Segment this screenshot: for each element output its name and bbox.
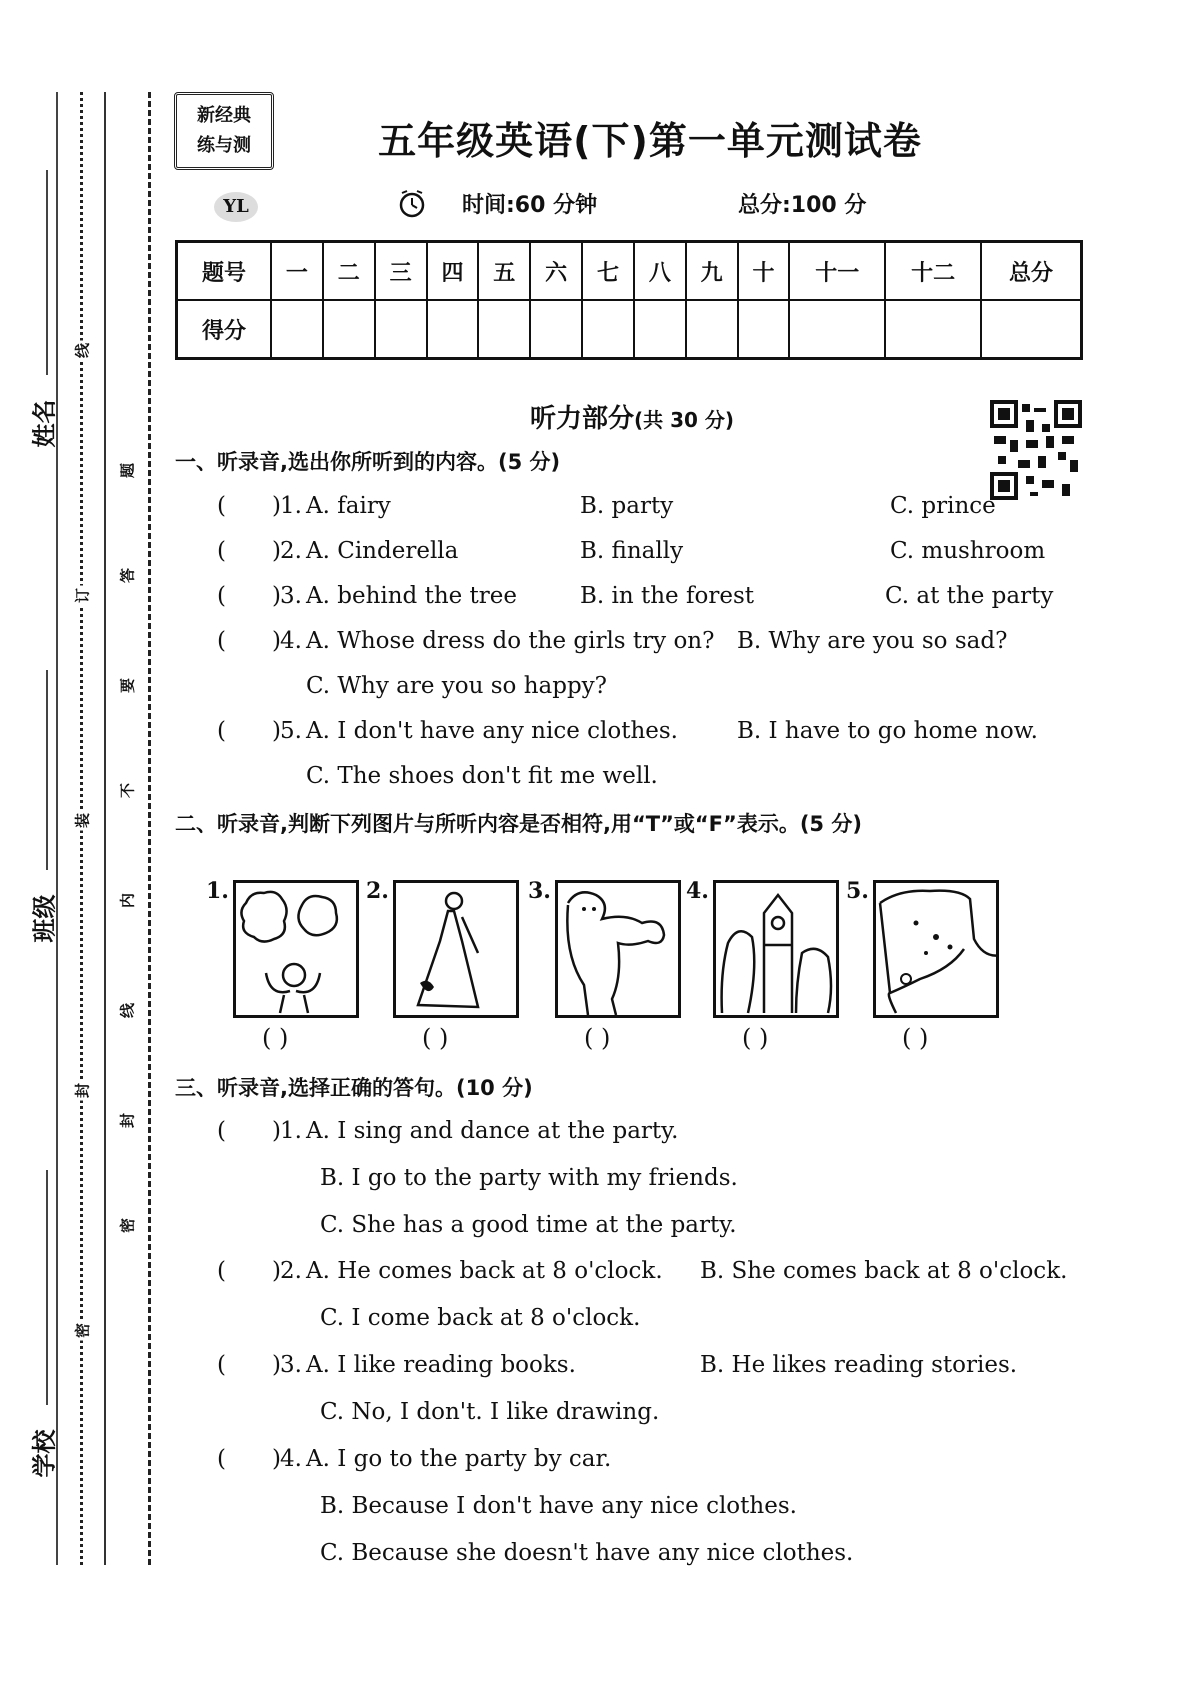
binding-char: 装 bbox=[72, 811, 93, 831]
score-table-score-row bbox=[177, 300, 1082, 359]
picture-answer-blank[interactable]: ( ) bbox=[422, 1024, 449, 1052]
class-label: 班级 bbox=[30, 894, 59, 943]
exam-total-score: 总分:100 分 bbox=[738, 193, 867, 218]
column-header: 五 bbox=[478, 242, 530, 301]
picture-number: 1. bbox=[206, 878, 229, 904]
name-label: 姓名 bbox=[30, 399, 59, 448]
column-header: 一 bbox=[271, 242, 323, 301]
answer-blank[interactable]: ( ) bbox=[217, 628, 281, 654]
option-a: A. I go to the party by car. bbox=[306, 1446, 612, 1472]
option-a: A. He comes back at 8 o'clock. bbox=[306, 1258, 663, 1284]
option-c: C. No, I don't. I like drawing. bbox=[320, 1399, 660, 1425]
column-header: 六 bbox=[530, 242, 582, 301]
picture-number: 4. bbox=[686, 878, 709, 904]
option-b: B. Why are you so sad? bbox=[737, 628, 1008, 654]
option-a: A. Cinderella bbox=[306, 538, 459, 564]
column-header: 十 bbox=[738, 242, 790, 301]
option-c: C. prince bbox=[890, 493, 996, 519]
brand-line-2: 练与测 bbox=[197, 135, 251, 156]
question-number: 3. bbox=[280, 583, 302, 609]
option-b: B. He likes reading stories. bbox=[700, 1352, 1018, 1378]
qr-code-icon[interactable] bbox=[990, 400, 1082, 500]
warning-char: 题 bbox=[118, 463, 137, 479]
warning-char: 线 bbox=[118, 1003, 137, 1019]
picture-number: 2. bbox=[366, 878, 389, 904]
row-label-question-number: 题号 bbox=[177, 242, 272, 301]
answer-blank[interactable]: ( ) bbox=[217, 1258, 281, 1284]
answer-blank[interactable]: ( ) bbox=[217, 1446, 281, 1472]
listening-points: (共 30 分) bbox=[634, 408, 735, 432]
column-header-total: 总分 bbox=[981, 242, 1082, 301]
column-header: 十二 bbox=[885, 242, 981, 301]
column-header: 八 bbox=[634, 242, 686, 301]
page-title: 五年级英语(下)第一单元测试卷 bbox=[378, 119, 922, 163]
name-fill-line[interactable] bbox=[46, 170, 48, 375]
score-cell[interactable] bbox=[885, 300, 981, 359]
answer-blank[interactable]: ( ) bbox=[217, 1118, 281, 1144]
warning-char: 答 bbox=[118, 568, 137, 584]
children-clock-tower-picture bbox=[713, 880, 839, 1018]
margin-inner-line bbox=[104, 92, 106, 1565]
option-c: C. The shoes don't fit me well. bbox=[306, 763, 658, 789]
question-number: 1. bbox=[280, 1118, 302, 1144]
option-b: B. party bbox=[580, 493, 674, 519]
answer-blank[interactable]: ( ) bbox=[217, 583, 281, 609]
option-a: A. I sing and dance at the party. bbox=[306, 1118, 679, 1144]
section-3-heading: 三、听录音,选择正确的答句。(10 分) bbox=[175, 1076, 533, 1100]
score-cell[interactable] bbox=[789, 300, 885, 359]
column-header: 三 bbox=[375, 242, 427, 301]
score-cell[interactable] bbox=[427, 300, 479, 359]
binding-char: 封 bbox=[72, 1081, 93, 1101]
score-cell[interactable] bbox=[530, 300, 582, 359]
option-a: A. behind the tree bbox=[306, 583, 518, 609]
answer-blank[interactable]: ( ) bbox=[217, 1352, 281, 1378]
option-c: C. mushroom bbox=[890, 538, 1046, 564]
score-cell[interactable] bbox=[323, 300, 375, 359]
binding-char: 线 bbox=[72, 341, 93, 361]
class-fill-line[interactable] bbox=[46, 670, 48, 870]
section-1-heading: 一、听录音,选出你所听到的内容。(5 分) bbox=[175, 450, 561, 474]
cut-dashed-line bbox=[148, 92, 151, 1565]
score-cell[interactable] bbox=[375, 300, 427, 359]
option-b: B. She comes back at 8 o'clock. bbox=[700, 1258, 1068, 1284]
question-number: 4. bbox=[280, 1446, 302, 1472]
warning-char: 不 bbox=[118, 783, 137, 799]
school-label: 学校 bbox=[30, 1429, 59, 1478]
score-cell[interactable] bbox=[478, 300, 530, 359]
brand-logo bbox=[174, 92, 274, 170]
score-cell[interactable] bbox=[686, 300, 738, 359]
score-cell[interactable] bbox=[582, 300, 634, 359]
warning-char: 要 bbox=[118, 678, 137, 694]
answer-blank[interactable]: ( ) bbox=[217, 718, 281, 744]
question-number: 4. bbox=[280, 628, 302, 654]
girl-in-dress-picture bbox=[393, 880, 519, 1018]
publisher-badge: YL bbox=[214, 192, 258, 222]
answer-blank[interactable]: ( ) bbox=[217, 493, 281, 519]
fairy-waving-picture bbox=[555, 880, 681, 1018]
picture-answer-blank[interactable]: ( ) bbox=[262, 1024, 289, 1052]
score-cell[interactable] bbox=[738, 300, 790, 359]
warning-char: 内 bbox=[118, 893, 137, 909]
picture-answer-blank[interactable]: ( ) bbox=[742, 1024, 769, 1052]
question-number: 3. bbox=[280, 1352, 302, 1378]
row-label-score: 得分 bbox=[177, 300, 272, 359]
option-a: A. I don't have any nice clothes. bbox=[306, 718, 678, 744]
brand-line-1: 新经典 bbox=[197, 105, 251, 126]
section-2-heading: 二、听录音,判断下列图片与所听内容是否相符,用“T”或“F”表示。(5 分) bbox=[175, 812, 862, 836]
option-c: C. She has a good time at the party. bbox=[320, 1212, 737, 1238]
option-b: B. finally bbox=[580, 538, 684, 564]
answer-blank[interactable]: ( ) bbox=[217, 538, 281, 564]
listening-part-title bbox=[530, 398, 734, 435]
picture-number: 5. bbox=[846, 878, 869, 904]
option-b: B. I go to the party with my friends. bbox=[320, 1165, 738, 1191]
listening-title: 听力部分 bbox=[530, 404, 635, 434]
option-a: A. fairy bbox=[306, 493, 391, 519]
column-header: 七 bbox=[582, 242, 634, 301]
mushrooms-picture bbox=[873, 880, 999, 1018]
picture-number: 3. bbox=[528, 878, 551, 904]
boy-thinking-picture bbox=[233, 880, 359, 1018]
score-cell-total[interactable] bbox=[981, 300, 1082, 359]
picture-answer-blank[interactable]: ( ) bbox=[584, 1024, 611, 1052]
score-table-header-row bbox=[177, 242, 1082, 301]
column-header: 四 bbox=[427, 242, 479, 301]
alarm-clock-icon bbox=[398, 188, 426, 218]
question-number: 5. bbox=[280, 718, 302, 744]
option-a: A. I like reading books. bbox=[306, 1352, 576, 1378]
option-b: B. I have to go home now. bbox=[737, 718, 1038, 744]
column-header: 十一 bbox=[789, 242, 885, 301]
picture-answer-blank[interactable]: ( ) bbox=[902, 1024, 929, 1052]
question-number: 2. bbox=[280, 538, 302, 564]
margin-solid-line bbox=[56, 92, 58, 1565]
warning-char: 封 bbox=[118, 1113, 137, 1129]
binding-char: 订 bbox=[72, 586, 93, 606]
exam-time: 时间:60 分钟 bbox=[462, 193, 598, 218]
option-c: C. I come back at 8 o'clock. bbox=[320, 1305, 641, 1331]
column-header: 二 bbox=[323, 242, 375, 301]
option-b: B. in the forest bbox=[580, 583, 754, 609]
score-cell[interactable] bbox=[271, 300, 323, 359]
score-cell[interactable] bbox=[634, 300, 686, 359]
option-c: C. Because she doesn't have any nice clothes. bbox=[320, 1540, 854, 1566]
column-header: 九 bbox=[686, 242, 738, 301]
school-fill-line[interactable] bbox=[46, 1170, 48, 1405]
option-b: B. Because I don't have any nice clothes. bbox=[320, 1493, 797, 1519]
option-c: C. at the party bbox=[885, 583, 1054, 609]
option-a: A. Whose dress do the girls try on? bbox=[306, 628, 715, 654]
question-number: 2. bbox=[280, 1258, 302, 1284]
option-c: C. Why are you so happy? bbox=[306, 673, 608, 699]
binding-char: 密 bbox=[72, 1321, 93, 1341]
warning-char: 密 bbox=[118, 1218, 137, 1234]
score-table bbox=[175, 240, 1083, 360]
question-number: 1. bbox=[280, 493, 302, 519]
